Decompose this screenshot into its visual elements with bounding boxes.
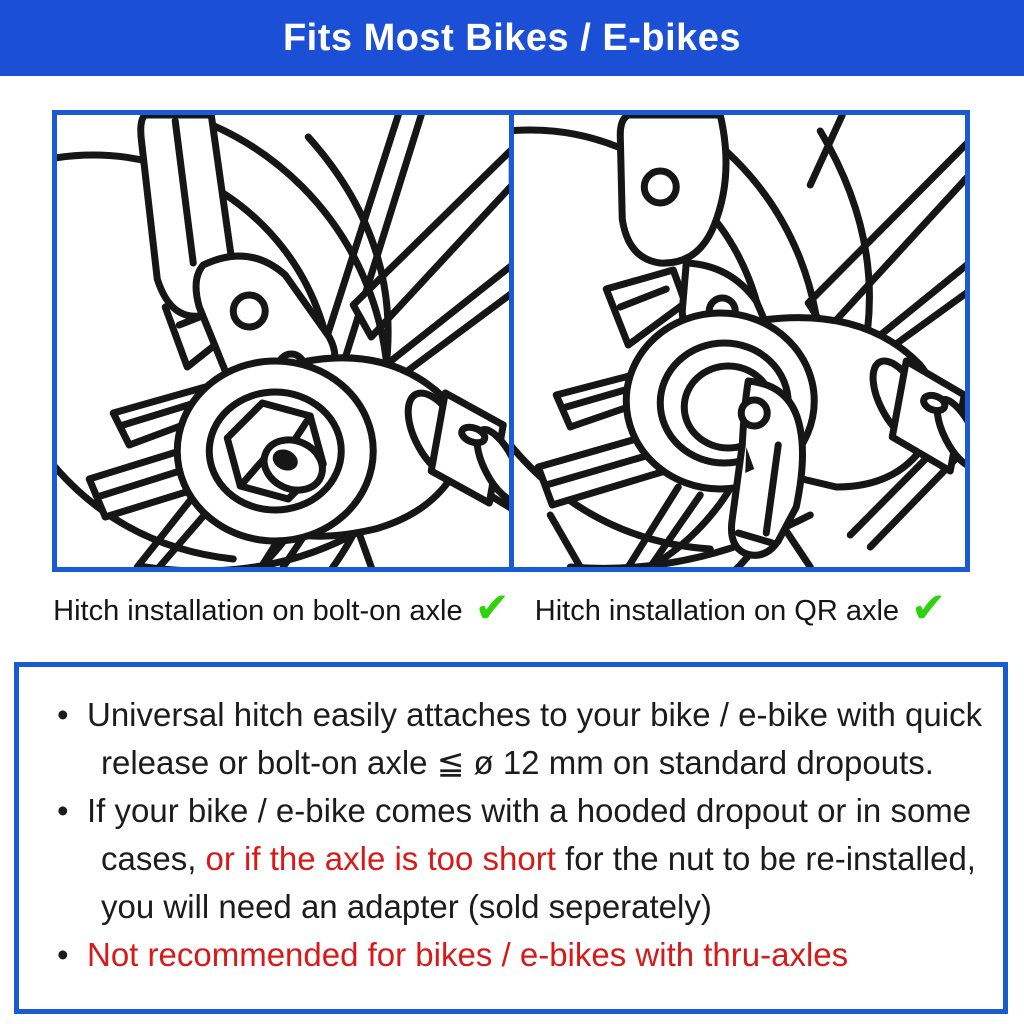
bullet-text-segment: If your bike / e-bike comes with a hooded dropout or in some cases, [87, 792, 972, 877]
info-box [14, 662, 1008, 1014]
bullet-glyph: • [57, 696, 69, 733]
caption-bolt-on-axle [52, 583, 511, 632]
info-bullet [35, 931, 983, 979]
banner-title: Fits Most Bikes / E-bikes [282, 16, 742, 59]
caption-row [52, 583, 970, 632]
bullet-glyph: • [57, 792, 69, 829]
bullet-text-segment: Not recommended for bikes / e-bikes with thru-axles [87, 936, 849, 973]
illustration-panels [52, 110, 970, 572]
bullet-text-segment: Universal hitch easily attaches to your bike / e-bike with quick release or bolt-on axle ≦ ø 12 mm on standard dropouts. [87, 696, 983, 781]
check-icon: ✔ [474, 583, 510, 632]
info-bullets [35, 691, 983, 979]
caption-text-bolt-on: Hitch installation on bolt-on axle [53, 594, 463, 627]
qr-axle-illustration [514, 115, 966, 567]
panel-bolt-on-axle [52, 110, 514, 572]
bullet-text-segment: or if the axle is too short [205, 840, 556, 877]
info-bullet [35, 787, 983, 931]
caption-qr-axle [511, 583, 970, 632]
info-bullet [35, 691, 983, 787]
banner [0, 0, 1024, 76]
bullet-text-segment: for the nut to be re-installed, you will need an adapter (sold seperately) [101, 840, 976, 925]
panel-qr-axle [509, 110, 971, 572]
bolt-on-axle-illustration [57, 115, 509, 567]
bullet-glyph: • [57, 936, 69, 973]
caption-text-qr: Hitch installation on QR axle [534, 594, 900, 627]
check-icon: ✔ [911, 583, 947, 632]
